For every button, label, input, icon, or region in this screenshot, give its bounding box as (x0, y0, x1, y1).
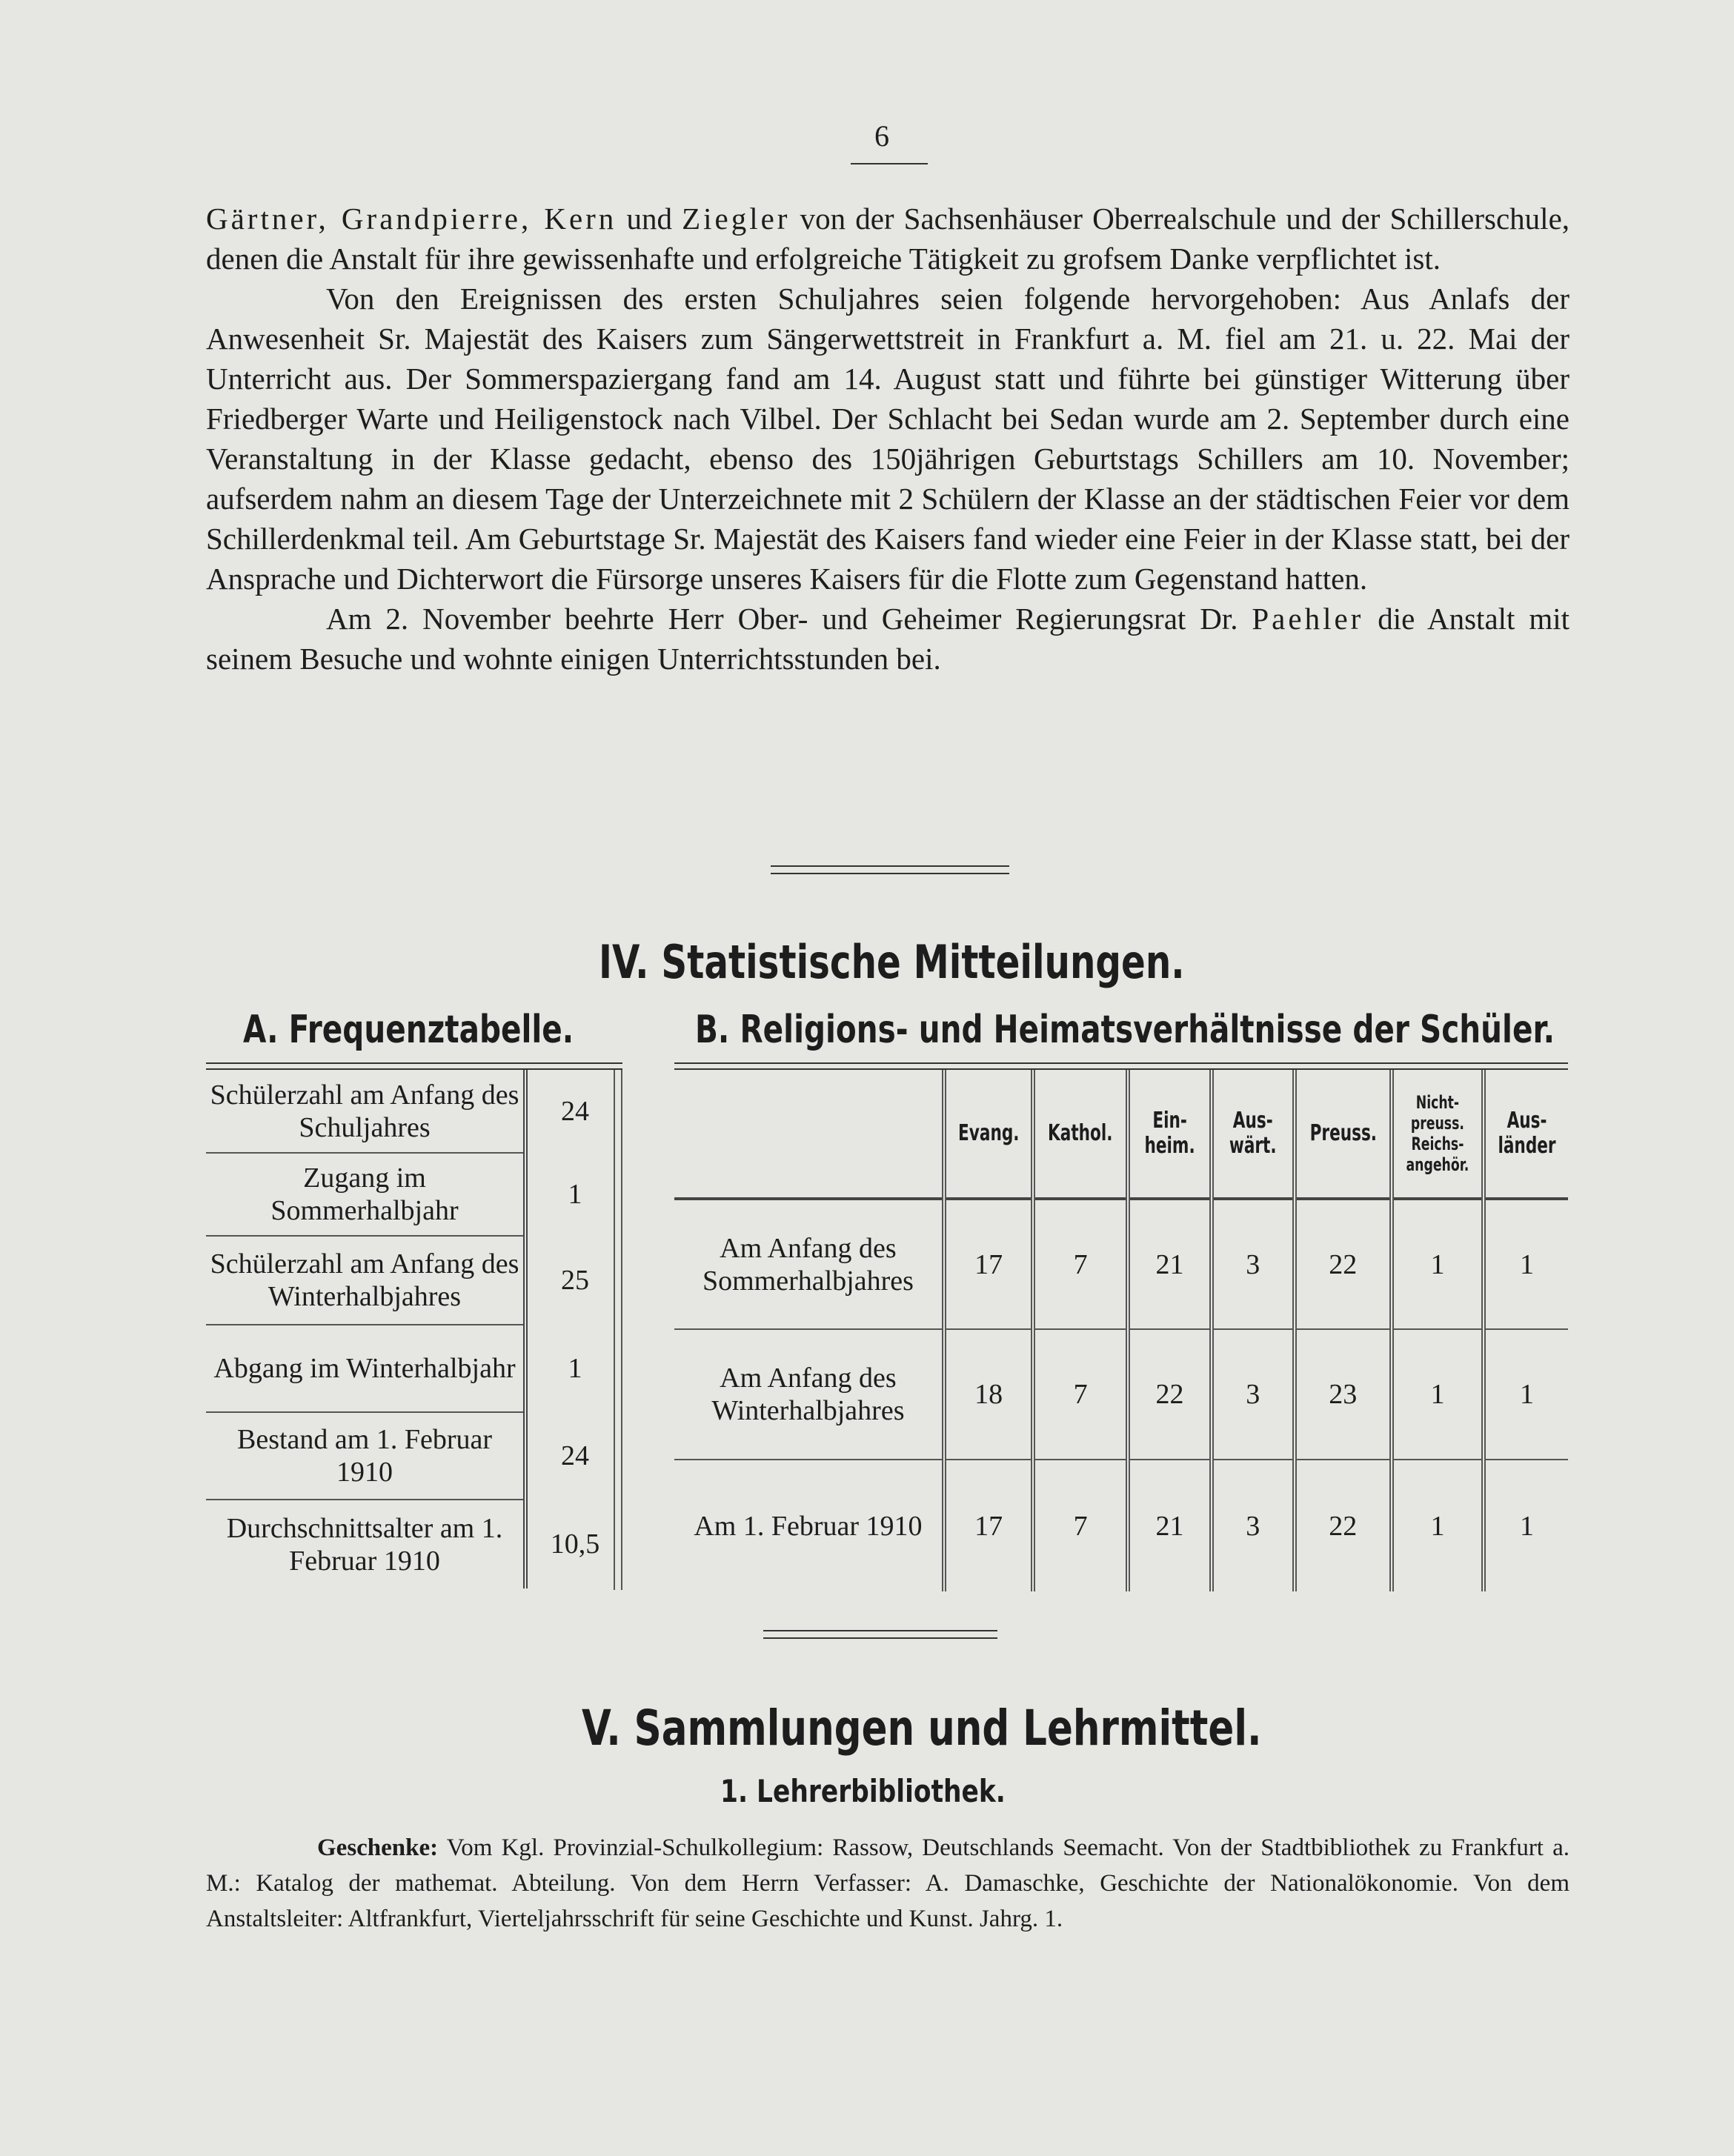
library-subtitle: 1. Lehrerbibliothek. (720, 1773, 1006, 1809)
table-b-header: Nicht-preuss. Reichs-angehör. (1392, 1070, 1484, 1199)
gifts-label: Geschenke: (317, 1834, 439, 1861)
table-b-header: Evang. (944, 1070, 1034, 1199)
frequency-table (206, 1062, 622, 1588)
table-b-row (674, 1460, 1568, 1591)
table-a-row (206, 1153, 622, 1236)
section-v-title: V. Sammlungen und Lehrmittel. (582, 1700, 1262, 1757)
library-gifts-paragraph (206, 1830, 1569, 1937)
page-number: 6 (874, 119, 889, 153)
table-a-value: 25 (561, 1265, 589, 1296)
table-a-value: 24 (561, 1096, 589, 1127)
table-a-label: Zugang im Sommerhalbjahr (206, 1153, 525, 1236)
table-b-cell: 7 (1033, 1460, 1127, 1591)
table-a-row (206, 1325, 622, 1412)
table-b-cell: 22 (1295, 1460, 1392, 1591)
table-b-header-corner (674, 1070, 944, 1199)
table-b-cell: 18 (944, 1329, 1034, 1460)
table-b-cell: 1 (1484, 1329, 1568, 1460)
table-b-header: Ein-heim. (1128, 1070, 1212, 1199)
section-divider-1 (771, 865, 1009, 874)
page-number-rule (851, 163, 928, 164)
table-b-cell: 17 (944, 1460, 1034, 1591)
table-b-title: B. Religions- und Heimatsverhältnisse der Schüler. (695, 1008, 1555, 1052)
table-b-cell: 23 (1295, 1329, 1392, 1460)
table-b-cell: 1 (1392, 1329, 1484, 1460)
gifts-text: Vom Kgl. Provinzial-Schulkollegium: Rassow, Deutschlands Seemacht. Von der Stadtbibliothek zu Frankfurt a. M.: Katalog der mathemat. Abteilung. Von dem Herrn Verfasser: A. Damaschke, Geschichte der Nationalökonomie. Von dem Anstaltsleiter: Altfrankfurt, Vierteljahrsschrift für seine Geschichte und Kunst. Jahrg. 1. (206, 1834, 1570, 1932)
table-a-label: Schülerzahl am Anfang des Schuljahres (206, 1070, 525, 1153)
table-b-cell: 3 (1212, 1199, 1294, 1329)
table-b-cell: 1 (1392, 1460, 1484, 1591)
table-b-cell: 3 (1212, 1329, 1294, 1460)
teacher-name-last: Ziegler (682, 202, 791, 236)
intro-paragraph-3-end: die Anstalt mit seinem Besuche und wohnte einigen Unterrichtsstunden bei. (206, 602, 1570, 676)
table-b-label: Am Anfang des Sommerhalbjahres (674, 1199, 944, 1329)
intro-paragraph-1 (206, 199, 1569, 279)
table-b-header: Aus-länder (1484, 1070, 1568, 1199)
table-a-row (206, 1412, 622, 1500)
intro-paragraph-3-start: Am 2. November beehrte Herr Ober- und Geheimer Regierungsrat Dr. (326, 602, 1238, 636)
table-b-header-row (674, 1070, 1568, 1199)
table-a-value: 1 (568, 1179, 582, 1210)
table-a-label: Abgang im Winterhalbjahr (206, 1325, 525, 1412)
table-b-header: Aus-wärt. (1212, 1070, 1294, 1199)
intro-paragraph-1-text: von der Sachsenhäuser Oberrealschule und der Schillerschule, denen die Anstalt für ihre gewissenhafte und erfolgreiche Tätigkeit zu grofsem Danke verpflichtet ist. (206, 202, 1570, 276)
intro-paragraph-2: Von den Ereignissen des ersten Schuljahres seien folgende hervorgehoben: Aus Anlafs der Anwesenheit Sr. Majestät des Kaisers zum Sängerwettstreit in Frankfurt a. M. fiel am 21. u. 22. Mai der Unterricht aus. Der Sommerspaziergang fand am 14. August statt und führte bei günstiger Witterung über Friedberger Warte und Heiligenstock nach Vilbel. Der Schlacht bei Sedan wurde am 2. September durch eine Veranstaltung in der Klasse gedacht, ebenso des 150jährigen Geburtstags Schillers am 10. November; aufserdem nahm an diesem Tage der Unterzeichnete mit 2 Schülern der Klasse an der städtischen Feier vor dem Schillerdenkmal teil. Am Geburtstage Sr. Majestät des Kaisers fand wieder eine Feier in der Klasse statt, bei der Ansprache und Dichterwort die Fürsorge unseres Kaisers für die Flotte zum Gegenstand hatten. (206, 282, 1569, 596)
table-a-row (206, 1500, 622, 1588)
religion-table (674, 1062, 1568, 1591)
table-a-row (206, 1236, 622, 1325)
table-b-cell: 22 (1295, 1199, 1392, 1329)
teacher-names: Gärtner, Grandpierre, Kern (206, 202, 617, 236)
table-b-row (674, 1199, 1568, 1329)
table-b-label: Am 1. Februar 1910 (694, 1510, 923, 1542)
table-b-cell: 1 (1392, 1199, 1484, 1329)
table-b-cell: 1 (1484, 1199, 1568, 1329)
table-b-header: Kathol. (1033, 1070, 1127, 1199)
table-b-cell: 3 (1212, 1460, 1294, 1591)
table-b-header: Preuss. (1295, 1070, 1392, 1199)
conjunction: und (626, 202, 672, 236)
table-a-label: Durchschnittsalter am 1. Februar 1910 (206, 1500, 525, 1588)
table-a-label: Bestand am 1. Februar 1910 (206, 1412, 525, 1500)
intro-text (206, 199, 1569, 679)
table-b-cell: 1 (1484, 1460, 1568, 1591)
table-b-cell: 22 (1128, 1329, 1212, 1460)
section-divider-2 (763, 1630, 997, 1639)
section-iv-title: IV. Statistische Mitteilungen. (599, 935, 1185, 989)
table-b-cell: 21 (1128, 1460, 1212, 1591)
table-a-row (206, 1070, 622, 1153)
table-a-value: 24 (561, 1440, 589, 1471)
table-a-title: A. Frequenztabelle. (243, 1008, 574, 1052)
table-b-cell: 17 (944, 1199, 1034, 1329)
table-b-cell: 7 (1033, 1199, 1127, 1329)
table-b-row (674, 1329, 1568, 1460)
intro-paragraph-3 (206, 599, 1569, 679)
table-a-value: 10,5 (550, 1528, 600, 1560)
table-b-cell: 7 (1033, 1329, 1127, 1460)
table-b-cell: 21 (1128, 1199, 1212, 1329)
official-name: Paehler (1252, 602, 1364, 636)
table-a-label: Schülerzahl am Anfang des Winterhalbjahres (206, 1236, 525, 1325)
table-a-value: 1 (568, 1353, 582, 1384)
library-gifts-text (206, 1830, 1569, 1937)
table-b-label: Am Anfang des Winterhalbjahres (674, 1329, 944, 1460)
table-a-right-rule (614, 1070, 622, 1590)
